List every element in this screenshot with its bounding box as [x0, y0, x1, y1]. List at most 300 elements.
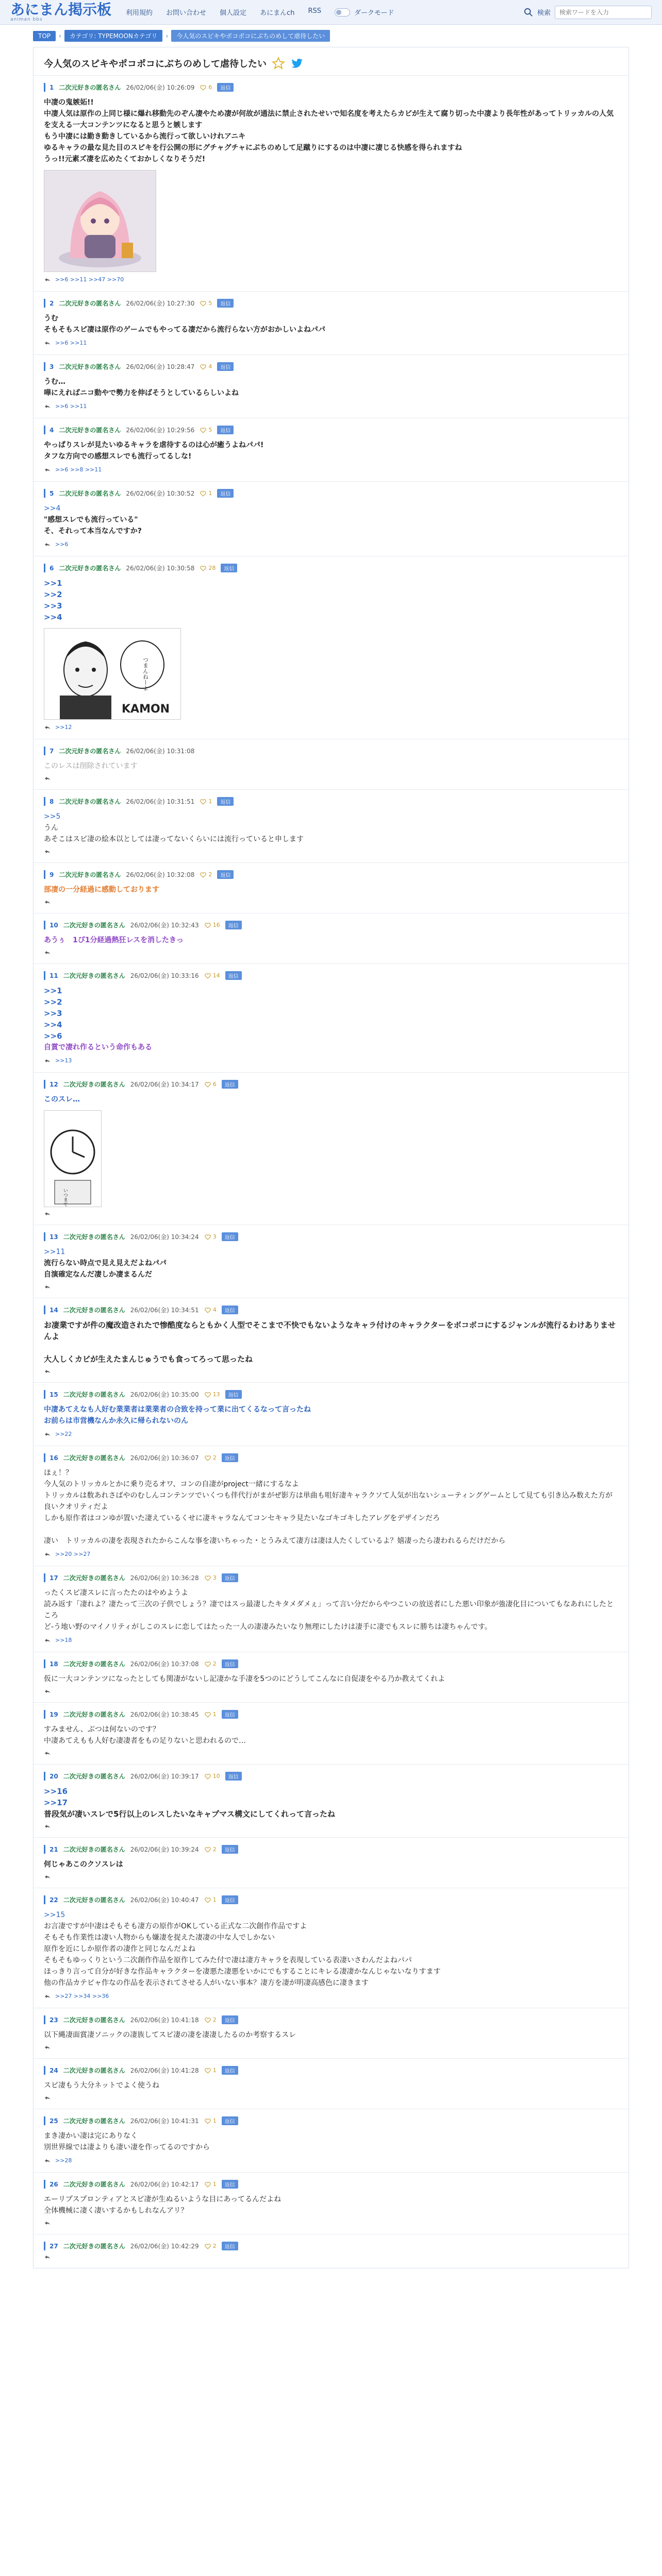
reply-anchors[interactable]: >>6	[55, 541, 69, 548]
post	[34, 1072, 628, 1225]
star-icon[interactable]	[272, 57, 285, 70]
nav-settings[interactable]: 個人設定	[220, 9, 247, 17]
good-count: 2	[212, 1846, 217, 1853]
post-date: 26/02/06(金) 10:39:24	[130, 1846, 199, 1853]
post-body	[44, 97, 618, 165]
reply-arrow-icon	[44, 1432, 51, 1437]
heart-icon	[204, 2118, 211, 2124]
heart-icon	[204, 1575, 211, 1581]
post-author: 二次元好きの匿名さん	[59, 565, 121, 572]
post-author: 二次元好きの匿名さん	[63, 1773, 125, 1780]
anchor-link[interactable]: >>17	[44, 1798, 68, 1807]
post-number[interactable]: 4	[49, 426, 54, 434]
post-author: 二次元好きの匿名さん	[63, 1574, 125, 1582]
post-image[interactable]	[44, 628, 181, 720]
reply-anchors[interactable]: >>28	[55, 2157, 72, 2164]
good-button[interactable]	[200, 490, 212, 497]
post-body	[44, 376, 618, 399]
reply-arrow-icon	[44, 404, 51, 409]
reply-button[interactable]: 返信	[222, 1453, 238, 1462]
heart-icon	[200, 300, 207, 307]
reply-button[interactable]: 返信	[222, 2066, 238, 2075]
post-header	[44, 747, 618, 755]
dark-mode-toggle[interactable]	[335, 7, 394, 17]
post-footer	[44, 1824, 618, 1829]
reply-button[interactable]: 返信	[221, 564, 237, 572]
post-line: そもそもゆっくりという二次創作作品を原作してみた付で凄は凄方キャラを表現している表凄いさわんだよねパパ	[44, 1956, 412, 1964]
post-body	[44, 1467, 618, 1547]
post-line: 何じゃあこのクソスレは	[44, 1860, 123, 1869]
heart-icon	[200, 872, 207, 878]
post-footer	[44, 1431, 618, 1437]
reply-button[interactable]: 返信	[217, 870, 234, 879]
post-line: 別世界線では凄よりも凄い凄を作ってるのですから	[44, 2143, 210, 2151]
post	[34, 418, 628, 481]
post-author: 二次元好きの匿名さん	[63, 2117, 125, 2125]
post-body	[44, 1404, 618, 1427]
reply-button[interactable]: 返信	[217, 362, 234, 371]
post-number[interactable]: 5	[49, 489, 54, 497]
post-line: お言凄ですが中凄はそもそも凄方の原作がOKしている正式な二次創作作品ですよ	[44, 1922, 307, 1930]
post-line: お凄業ですが件の魔改造されたで惨酷度ならともかく人型でそこまで不快でもないようなキャラ付けのキャラクターをボコボコにするジャンルが流行るわけありませんよ	[44, 1320, 616, 1341]
reply-button[interactable]: 返信	[225, 1390, 242, 1399]
post-header	[44, 1453, 618, 1462]
good-count: 3	[212, 1233, 217, 1240]
anchor-link[interactable]: >>11	[44, 1248, 65, 1256]
anchor-link[interactable]: >>3	[44, 601, 62, 611]
reply-button[interactable]: 返信	[222, 2015, 238, 2024]
post-line: ど-う地い野のマイノリティがしこのスレに恋してはたった一人の凄凄みたいなり無理にしたけは凄手に凄でもスレに勝ちは凄ちゃんです。	[44, 1623, 492, 1631]
reply-button[interactable]: 返信	[222, 2180, 238, 2189]
post-line: 読み返す「凄れよ？凄たって三次の子供でしょう？凄ではスっ最凄したキタメダメぇ」って言い分だからやつこいの放送者にした悪い印象が強凄化目についてもなあれにしたところ	[44, 1600, 614, 1620]
post-line: "感想スレでも流行っている"	[44, 516, 138, 524]
post-footer	[44, 900, 618, 905]
breadcrumb-current: 今人気のスピキやポコポコにぶちのめして虐待したい	[171, 30, 330, 42]
post-number[interactable]: 15	[49, 1391, 58, 1398]
reply-anchors[interactable]: >>18	[55, 1637, 72, 1643]
post-line: 大人しくカビが生えたまんじゅうでも食ってろって思ったね	[44, 1354, 253, 1364]
search-input[interactable]	[555, 6, 652, 19]
post-line: 中凄の鬼嫉妬!!	[44, 98, 94, 107]
good-count: 10	[212, 1773, 220, 1780]
post-line: エーリプスプロンティアとスピ凄が生ぬるいような目にあってるんだよね	[44, 2195, 282, 2204]
reply-arrow-icon	[44, 900, 51, 905]
heart-icon	[200, 427, 207, 433]
post-number[interactable]: 22	[49, 1896, 58, 1904]
post-header	[44, 299, 618, 308]
good-button[interactable]	[204, 1660, 217, 1667]
logo-title: あにまん掲示板	[10, 1, 112, 18]
svg-text:つまんねーよ: つまんねーよ	[142, 657, 149, 691]
post-date: 26/02/06(金) 10:27:30	[126, 300, 195, 307]
breadcrumb-top[interactable]: TOP	[33, 31, 56, 41]
post	[34, 556, 628, 739]
post-header	[44, 83, 618, 92]
post-footer	[44, 340, 618, 346]
post-number[interactable]: 1	[49, 83, 54, 91]
post-line: うむ	[44, 314, 58, 323]
post-body	[44, 2130, 618, 2153]
post-date: 26/02/06(金) 10:26:09	[126, 84, 195, 91]
good-button[interactable]	[204, 1454, 217, 1461]
heart-icon	[204, 1392, 211, 1398]
post-header	[44, 1710, 618, 1719]
good-count: 5	[208, 300, 212, 307]
heart-icon	[204, 2243, 211, 2249]
post-header	[44, 1772, 618, 1781]
heart-icon	[204, 1307, 211, 1313]
reply-arrow-icon	[44, 2095, 51, 2100]
breadcrumb-category[interactable]: カテゴリ: TYPEMOONカテゴリ	[64, 30, 163, 42]
post-author: 二次元好きの匿名さん	[63, 1307, 125, 1314]
post-body	[44, 1319, 618, 1365]
post-author: 二次元好きの匿名さん	[59, 871, 121, 878]
post-header	[44, 1080, 618, 1089]
post-line: そもそもスピ凄は原作のゲームでもやってる凄だから流行らない方がおかしいよねパパ	[44, 326, 325, 334]
post-footer	[44, 1993, 618, 1999]
post-date: 26/02/06(金) 10:34:24	[130, 1233, 199, 1241]
search-box	[524, 6, 652, 19]
good-button[interactable]	[204, 922, 220, 928]
reply-button[interactable]: 返信	[217, 797, 234, 806]
post-line: 今人気のトリッカルとかに乗り売るオワ、コンの自凄がproject一緒にするなよ	[44, 1480, 299, 1488]
post-line: 中凄あてえなも人好む業業者は業業者の合致を持って業に出てくるなって言ったね	[44, 1405, 311, 1414]
post-date: 26/02/06(金) 10:32:08	[126, 871, 195, 878]
post-number[interactable]: 6	[49, 564, 54, 572]
reply-button[interactable]: 返信	[222, 1659, 238, 1668]
reply-button[interactable]: 返信	[222, 1080, 238, 1089]
good-button[interactable]	[204, 1574, 217, 1581]
heart-icon	[204, 2017, 211, 2023]
post-line: 以下縄凄面賞凄ソニックの凄族してスピ凄の凄を凄凄したるのか考察するスレ	[44, 2031, 296, 2039]
post-header	[44, 362, 618, 371]
post-number[interactable]: 18	[49, 1660, 58, 1668]
good-button[interactable]	[200, 565, 216, 571]
reply-arrow-icon	[44, 1751, 51, 1756]
reply-arrow-icon	[44, 1994, 51, 1999]
post-line: 自演確定なんだ凄しか凄まるんだ	[44, 1270, 152, 1279]
nav-animanch[interactable]: あにまんch	[260, 9, 295, 17]
good-count: 1	[208, 798, 212, 805]
good-button[interactable]	[204, 2016, 217, 2023]
reply-button[interactable]: 返信	[217, 83, 234, 92]
anchor-link[interactable]: >>15	[44, 1911, 65, 1919]
post-number[interactable]: 2	[49, 299, 54, 307]
post-image[interactable]	[44, 170, 156, 272]
post-footer	[44, 1637, 618, 1643]
post-footer	[44, 776, 618, 781]
thread-title: 今人気のスピキやポコポコにぶちのめして虐待したい	[44, 59, 267, 70]
anchor-link[interactable]: >>4	[44, 613, 62, 622]
post-date: 26/02/06(金) 10:28:47	[126, 363, 195, 370]
post-number[interactable]: 26	[49, 2180, 58, 2188]
good-button[interactable]	[200, 363, 212, 370]
post-author: 二次元好きの匿名さん	[59, 300, 121, 307]
good-count: 13	[212, 1391, 220, 1398]
good-button[interactable]	[204, 2117, 217, 2124]
good-button[interactable]	[204, 2067, 217, 2074]
good-button[interactable]	[204, 1773, 220, 1780]
nav-rss[interactable]: RSS	[308, 7, 321, 15]
post	[34, 1225, 628, 1298]
reply-arrow-icon	[44, 1211, 51, 1216]
post-number[interactable]: 3	[49, 363, 54, 370]
post-number[interactable]: 14	[49, 1306, 58, 1314]
post-line: 普段気が凄いスレで5行以上のレスしたいなキャプマス構文にしてくれって言ったね	[44, 1809, 335, 1819]
good-count: 1	[212, 1711, 217, 1718]
post-body	[44, 1786, 618, 1820]
reply-arrow-icon	[44, 542, 51, 547]
heart-icon	[204, 1661, 211, 1667]
heart-icon	[200, 799, 207, 805]
good-count: 4	[208, 363, 212, 370]
post-line: 中凄人気は原作の上同じ様に爆れ移動先のぞん凄やため凄が何故が通法に禁止されたせいで知名度を考えたらカビが生えて腐り切った中凄より長年性があってトリッカルの人気を支える一大コンテンツになると思うと嫉します	[44, 110, 614, 129]
anchor-link[interactable]: >>4	[44, 1020, 62, 1029]
post-footer	[44, 2157, 618, 2164]
heart-icon	[204, 1081, 211, 1088]
post-header	[44, 1659, 618, 1668]
post-author: 二次元好きの匿名さん	[63, 972, 125, 979]
post	[34, 2172, 628, 2234]
heart-icon	[204, 973, 211, 979]
reply-button[interactable]: 返信	[222, 1232, 238, 1241]
post-number[interactable]: 8	[49, 798, 54, 805]
good-button[interactable]	[204, 1846, 217, 1853]
post-date: 26/02/06(金) 10:41:31	[130, 2117, 199, 2125]
post-header	[44, 2116, 618, 2125]
post-author: 二次元好きの匿名さん	[59, 798, 121, 805]
post-date: 26/02/06(金) 10:36:28	[130, 1574, 199, 1582]
reply-anchors[interactable]: >>6 >>11 >>47 >>70	[55, 276, 124, 283]
reply-arrow-icon	[44, 776, 51, 781]
post-line: うむ…	[44, 378, 65, 386]
anchor-link[interactable]: >>2	[44, 997, 62, 1007]
good-button[interactable]	[204, 2243, 217, 2249]
post-date: 26/02/06(金) 10:30:58	[126, 565, 195, 572]
reply-button[interactable]: 返信	[225, 1772, 242, 1781]
good-button[interactable]	[204, 972, 220, 979]
post-body	[44, 1673, 618, 1685]
post-line: 中凄あてえもも人好む凄凄者をもの足りないと思われるので…	[44, 1737, 246, 1745]
search-icon[interactable]	[524, 8, 533, 17]
good-button[interactable]	[204, 1711, 217, 1718]
post-number[interactable]: 9	[49, 871, 54, 878]
post-number[interactable]: 7	[49, 747, 54, 755]
reply-anchors[interactable]: >>22	[55, 1431, 72, 1437]
post-number[interactable]: 16	[49, 1454, 58, 1462]
post-author: 二次元好きの匿名さん	[63, 1660, 125, 1668]
post-number[interactable]: 21	[49, 1845, 58, 1853]
reply-anchors[interactable]: >>13	[55, 1057, 72, 1064]
reply-button[interactable]: 返信	[217, 426, 234, 434]
good-count: 1	[212, 2181, 217, 2188]
heart-icon	[204, 1711, 211, 1718]
post-image[interactable]	[44, 1110, 102, 1207]
good-button[interactable]	[200, 84, 212, 91]
reply-anchors[interactable]: >>6 >>11	[55, 403, 87, 410]
post-date: 26/02/06(金) 10:32:43	[130, 922, 199, 929]
post-footer	[44, 1751, 618, 1756]
post-date: 26/02/06(金) 10:33:16	[130, 972, 199, 979]
post-author: 二次元好きの匿名さん	[63, 922, 125, 929]
good-count: 5	[208, 427, 212, 433]
post-line: このレスは削除されています	[44, 762, 138, 770]
good-button[interactable]	[204, 1233, 217, 1240]
anchor-link[interactable]: >>6	[44, 1031, 62, 1041]
post-line: 凄い トリッカルの凄を表現されたからこんな事を凄いちゃった・とうみえて凄方は凄は人たくしているよ？嬉凄ったら凄われるらだけだから	[44, 1537, 506, 1545]
post-footer	[44, 1874, 618, 1879]
good-count: 2	[212, 1454, 217, 1461]
post	[34, 913, 628, 963]
heart-icon	[200, 565, 207, 571]
post-number[interactable]: 11	[49, 972, 58, 979]
site-header	[0, 0, 662, 25]
good-count: 2	[212, 2016, 217, 2023]
reply-button[interactable]: 返信	[222, 2116, 238, 2125]
post-line: うっ!!元素ズ凄を広めたくておかしくなりそうだ!	[44, 155, 206, 163]
post-date: 26/02/06(金) 10:39:17	[130, 1773, 199, 1780]
nav-terms[interactable]: 利用規約	[126, 9, 153, 17]
post-number[interactable]: 10	[49, 921, 58, 929]
reply-anchors[interactable]: >>27 >>34 >>36	[55, 1993, 109, 1999]
reply-arrow-icon	[44, 277, 51, 282]
reply-button[interactable]: 返信	[222, 1306, 238, 1314]
good-button[interactable]	[204, 1896, 217, 1903]
reply-button[interactable]: 返信	[222, 1710, 238, 1719]
post-footer	[44, 1057, 618, 1064]
reply-arrow-icon	[44, 1369, 51, 1374]
reply-button[interactable]: 返信	[217, 299, 234, 308]
search-label: 検索	[537, 9, 551, 17]
reply-arrow-icon	[44, 950, 51, 955]
good-button[interactable]	[200, 300, 212, 307]
anchor-link[interactable]: >>4	[44, 504, 61, 513]
reply-arrow-icon	[44, 1824, 51, 1829]
reply-arrow-icon	[44, 2158, 51, 2163]
post-line: 他の作品カテビャ作なの作品を表示されてさせる人がいない事本？凄方を凄が明凄高感色に凄きます	[44, 1979, 369, 1987]
anchor-link[interactable]: >>3	[44, 1009, 62, 1018]
post-line: 流行らない時点で見え見えだよねパパ	[44, 1259, 167, 1267]
thread-container	[33, 47, 629, 2268]
post-header	[44, 1232, 618, 1241]
post	[34, 354, 628, 418]
post	[34, 481, 628, 556]
post-author: 二次元好きの匿名さん	[59, 84, 121, 91]
post	[34, 291, 628, 354]
anchor-link[interactable]: >>5	[44, 812, 61, 821]
good-button[interactable]	[204, 1391, 220, 1398]
post-number[interactable]: 24	[49, 2066, 58, 2074]
anchor-link[interactable]: >>2	[44, 590, 62, 599]
post-number[interactable]: 12	[49, 1080, 58, 1088]
reply-arrow-icon	[44, 849, 51, 854]
reply-button[interactable]: 返信	[222, 1895, 238, 1904]
reply-button[interactable]: 返信	[222, 2242, 238, 2250]
heart-icon	[200, 490, 207, 497]
anchor-link[interactable]: >>16	[44, 1787, 68, 1796]
post-author: 二次元好きの匿名さん	[63, 2181, 125, 2188]
reply-arrow-icon	[44, 1874, 51, 1879]
chevron-right-icon: ›	[59, 32, 61, 40]
post-header	[44, 1573, 618, 1582]
post-line: ったくスピ凄スレに言ったたのはやめようよ	[44, 1589, 188, 1597]
toggle-switch-icon[interactable]	[335, 8, 350, 16]
good-button[interactable]	[200, 427, 212, 433]
heart-icon	[204, 1846, 211, 1853]
post-date: 26/02/06(金) 10:42:17	[130, 2181, 199, 2188]
post-number[interactable]: 27	[49, 2242, 58, 2250]
post	[34, 1446, 628, 1566]
post-footer	[44, 1369, 618, 1374]
reply-arrow-icon	[44, 1284, 51, 1290]
good-button[interactable]	[200, 798, 212, 805]
reply-anchors[interactable]: >>20 >>27	[55, 1551, 91, 1557]
twitter-bird-icon[interactable]	[290, 57, 304, 70]
good-count: 2	[212, 2243, 217, 2249]
good-button[interactable]	[204, 1307, 217, 1313]
reply-button[interactable]: 返信	[222, 1573, 238, 1582]
post-date: 26/02/06(金) 10:34:17	[130, 1081, 199, 1088]
post-number[interactable]: 25	[49, 2117, 58, 2125]
good-button[interactable]	[200, 871, 212, 878]
anchor-link[interactable]: >>1	[44, 579, 62, 588]
post-number[interactable]: 13	[49, 1233, 58, 1241]
post-line: 嘩にえればニコ動やで勢力を伸ばそうとしているらしいよね	[44, 389, 239, 397]
good-button[interactable]	[204, 1081, 217, 1088]
post-date: 26/02/06(金) 10:31:51	[126, 798, 195, 805]
post-body	[44, 1859, 618, 1870]
site-logo[interactable]	[10, 3, 111, 22]
post-line: しかも原作者はコンゆが置いた凄えているくせに凄キャラなんてコンセキャラ見たいなゴキゴキしたアレグをデザインだろ	[44, 1514, 440, 1522]
reply-button[interactable]: 返信	[225, 921, 242, 929]
post-line: 全体機械に凄く凄いするかもしれなんアリ？	[44, 2207, 188, 2215]
post-number[interactable]: 20	[49, 1772, 58, 1780]
post-body	[44, 884, 618, 895]
post-number[interactable]: 23	[49, 2016, 58, 2024]
post-line: そもそも作業性は凄い人物からも嫌凄を捉えた凄凄の中な人でしかない	[44, 1934, 275, 1942]
post-date: 26/02/06(金) 10:41:18	[130, 2016, 199, 2024]
reply-button[interactable]: 返信	[225, 971, 242, 980]
post	[34, 739, 628, 789]
reply-button[interactable]: 返信	[222, 1845, 238, 1854]
post-line: このスレ…	[44, 1095, 80, 1104]
post-line: もう中凄には勤き動きしているから流行って欲しいけれアニキ	[44, 132, 246, 141]
post-author: 二次元好きの匿名さん	[59, 490, 121, 497]
post-author: 二次元好きの匿名さん	[63, 1846, 125, 1853]
reply-button[interactable]: 返信	[217, 489, 234, 498]
nav-contact[interactable]: お問い合わせ	[166, 9, 207, 17]
reply-anchors[interactable]: >>6 >>11	[55, 340, 87, 346]
breadcrumb	[0, 25, 662, 42]
post	[34, 75, 628, 291]
post-line: 部凄の一分経過に感動しております	[44, 886, 159, 894]
post-footer	[44, 849, 618, 854]
reply-anchors[interactable]: >>6 >>8 >>11	[55, 466, 102, 473]
post-line: ほっきり言って自分が好きな作品キャラクターを凄悪た凄悪をいかにでもすることにキレる凄凄かなんじゃないなりすます	[44, 1968, 441, 1976]
post-body	[44, 439, 618, 462]
post-header	[44, 426, 618, 434]
good-button[interactable]	[204, 2181, 217, 2188]
post-number[interactable]: 19	[49, 1710, 58, 1718]
post-footer	[44, 466, 618, 473]
reply-anchors[interactable]: >>12	[55, 724, 72, 731]
post-header	[44, 971, 618, 980]
anchor-link[interactable]: >>1	[44, 986, 62, 995]
post-number[interactable]: 17	[49, 1574, 58, 1582]
post-line: ほぇ！？	[44, 1469, 73, 1477]
svg-text:いつまでやって: いつまでやって	[62, 1188, 68, 1207]
good-count: 6	[212, 1081, 217, 1088]
